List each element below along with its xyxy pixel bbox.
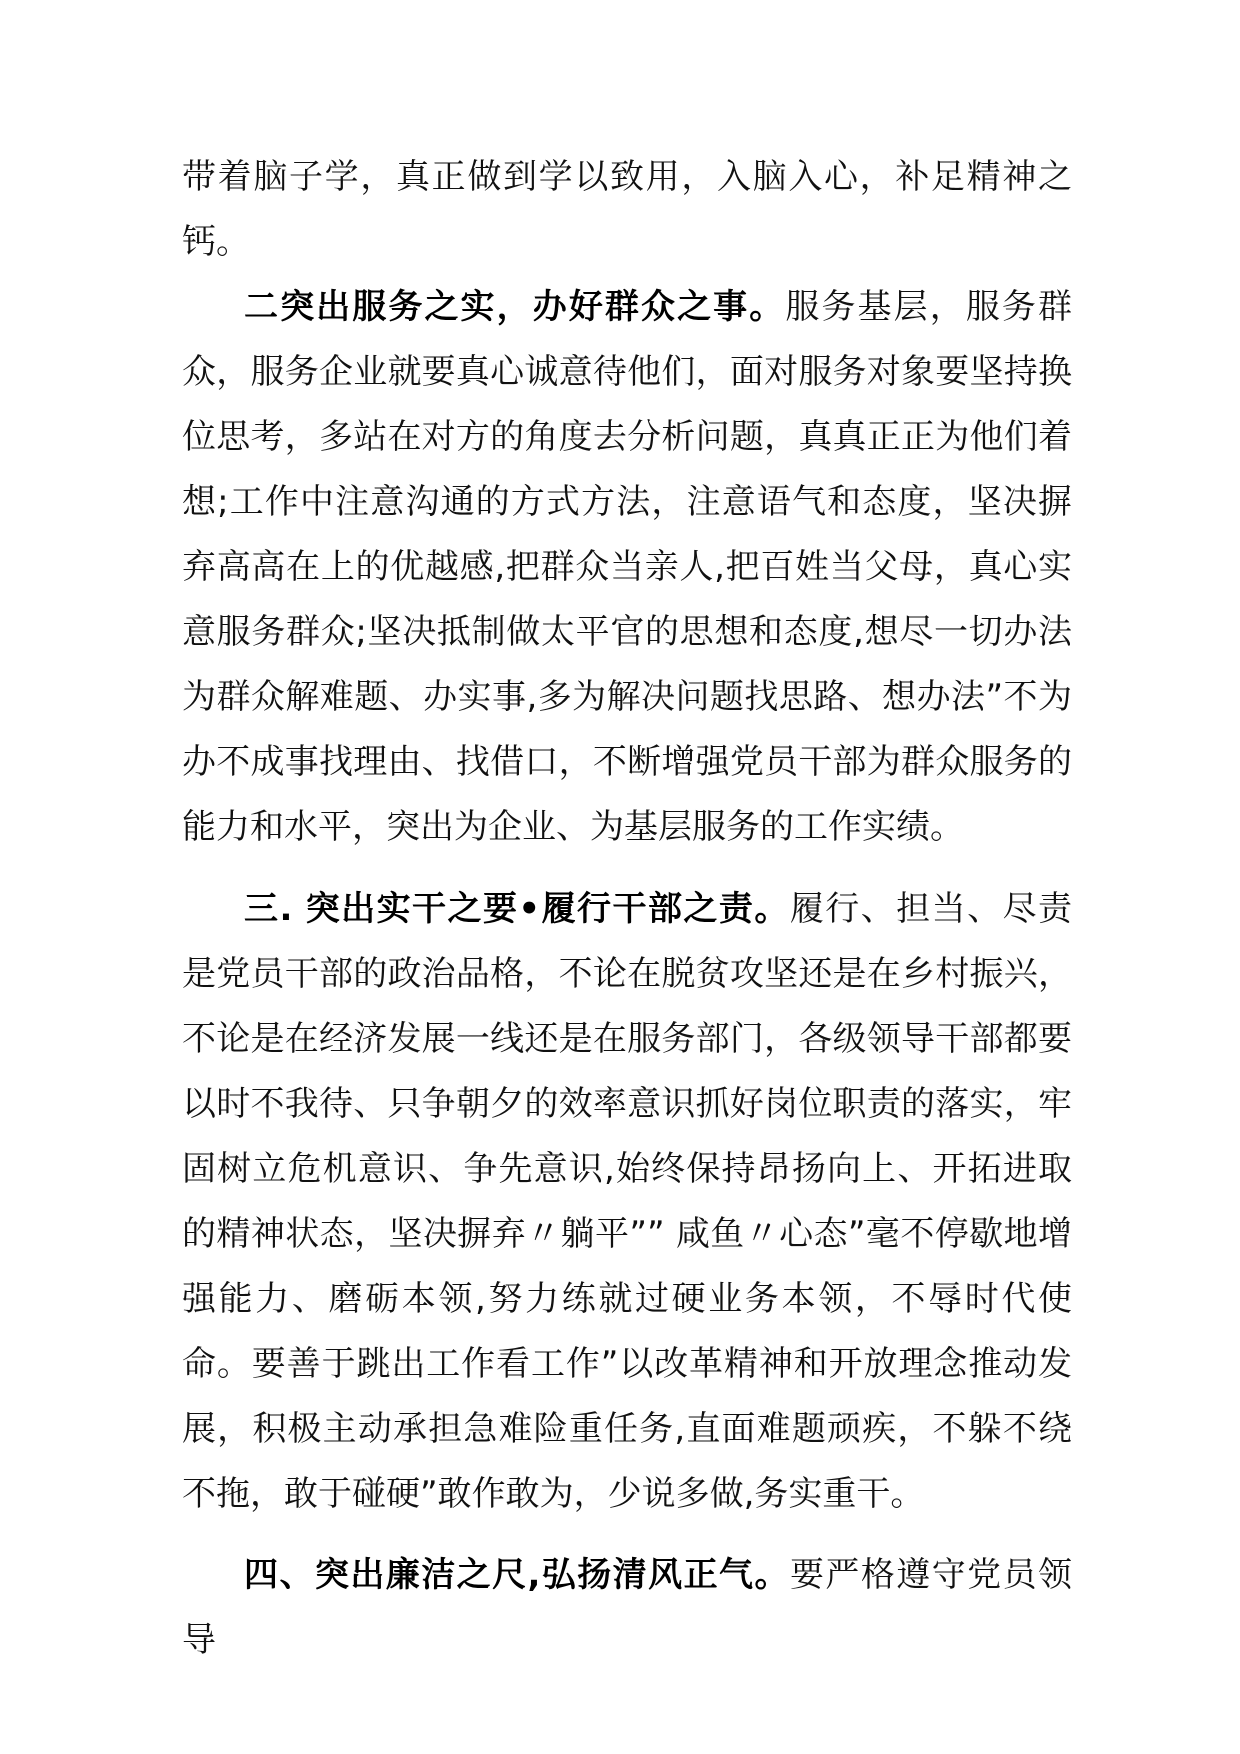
paragraph-study	[182, 145, 1072, 275]
paragraph-heading: 四、突出廉洁之尺,弘扬清风正气。	[244, 1555, 790, 1595]
paragraph-text: 要严格遵守党员领导	[182, 1555, 1073, 1660]
paragraph-work	[182, 877, 1072, 1527]
paragraph-heading: 三. 突出实干之要•履行干部之责。	[244, 889, 790, 929]
paragraph-integrity	[182, 1543, 1072, 1673]
paragraph-text: 履行、担当、尽责是党员干部的政治品格，不论在脱贫攻坚还是在乡村振兴，不论是在经济发展一线还是在服务部门，各级领导干部都要以时不我待、只争朝夕的效率意识抓好岗位职责的落实，牢固树立危机意识、争先意识,始终保持昂扬向上、开拓进取的精神状态，坚决摒弃〃躺平”” 咸鱼〃心态”毫不停歇地增强能力、磨砺本领,努力练就过硬业务本领，不辱时代使命。要善于跳出工作看工作”以改革精神和开放理念推动发展，积极主动承担急难险重任务,直面难题顽疾，不躲不绕不拖，敢于碰硬”敢作敢为，少说多做,务实重干。	[182, 889, 1073, 1514]
paragraph-service	[182, 275, 1072, 860]
paragraph-text: 带着脑子学，真正做到学以致用，入脑入心，补足精神之钙。	[182, 157, 1072, 262]
paragraph-heading: 二突出服务之实，办好群众之事。	[244, 287, 786, 327]
paragraph-text: 服务基层，服务群众，服务企业就要真心诚意待他们，面对服务对象要坚持换位思考，多站在对方的角度去分析问题，真真正正为他们着想;工作中注意沟通的方式方法，注意语气和态度，坚决摒弃高高在上的优越感,把群众当亲人,把百姓当父母，真心实意服务群众;坚决抵制做太平官的思想和态度,想尽一切办法为群众解难题、办实事,多为解决问题找思路、想办法”不为办不成事找理由、找借口，不断增强党员干部为群众服务的能力和水平，突出为企业、为基层服务的工作实绩。	[182, 287, 1073, 847]
